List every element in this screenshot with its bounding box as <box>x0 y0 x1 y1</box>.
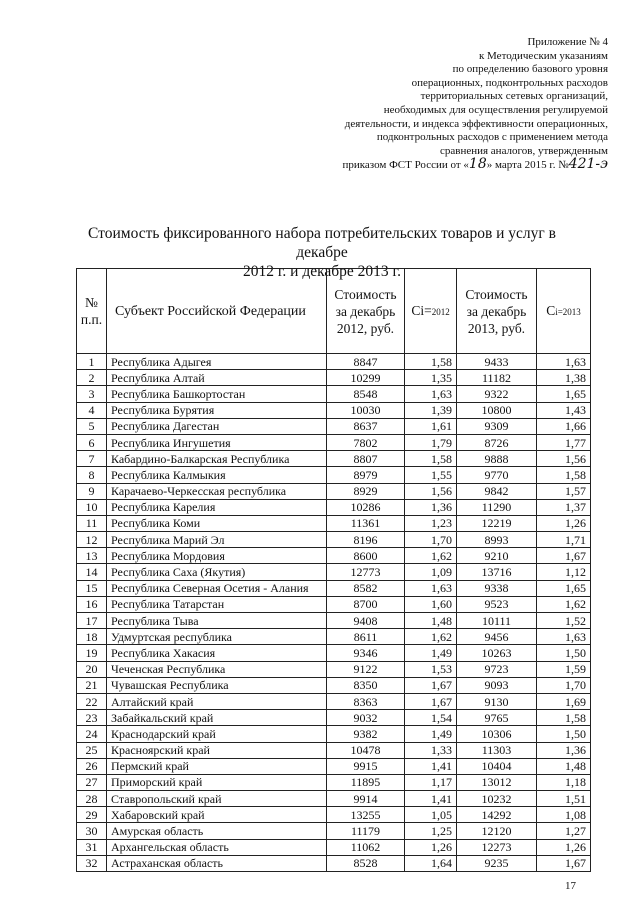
table-row <box>77 791 591 807</box>
row-subject: Удмуртская республика <box>107 629 327 645</box>
row-subject: Кабардино-Балкарская Республика <box>107 451 327 467</box>
row-number: 13 <box>77 548 107 564</box>
row-cost-2013: 9210 <box>457 548 537 564</box>
row-cost-2012: 7802 <box>327 434 405 450</box>
row-cost-2012: 11179 <box>327 823 405 839</box>
row-coef-2013: 1,67 <box>537 855 591 871</box>
row-coef-2013: 1,50 <box>537 726 591 742</box>
table-row <box>77 742 591 758</box>
row-number: 10 <box>77 499 107 515</box>
row-coef-2012: 1,48 <box>405 613 457 629</box>
table-row <box>77 855 591 871</box>
row-subject: Республика Бурятия <box>107 402 327 418</box>
row-number: 14 <box>77 564 107 580</box>
row-cost-2012: 8637 <box>327 418 405 434</box>
row-cost-2012: 8196 <box>327 532 405 548</box>
header-coef-2013 <box>537 269 591 354</box>
row-cost-2013: 10111 <box>457 613 537 629</box>
row-number: 6 <box>77 434 107 450</box>
table-row <box>77 483 591 499</box>
table-row <box>77 661 591 677</box>
row-cost-2012: 10478 <box>327 742 405 758</box>
row-cost-2012: 8611 <box>327 629 405 645</box>
row-cost-2013: 11290 <box>457 499 537 515</box>
row-subject: Республика Хакасия <box>107 645 327 661</box>
row-coef-2012: 1,23 <box>405 515 457 531</box>
row-number: 8 <box>77 467 107 483</box>
annex-line-4: операционных, подконтрольных расходов <box>411 76 608 89</box>
table-row <box>77 370 591 386</box>
row-coef-2012: 1,17 <box>405 774 457 790</box>
row-coef-2012: 1,62 <box>405 629 457 645</box>
row-coef-2013: 1,37 <box>537 499 591 515</box>
row-cost-2013: 9723 <box>457 661 537 677</box>
header-coef-2012 <box>405 269 457 354</box>
row-number: 28 <box>77 791 107 807</box>
row-subject: Краснодарский край <box>107 726 327 742</box>
row-number: 20 <box>77 661 107 677</box>
row-cost-2013: 10263 <box>457 645 537 661</box>
order-prefix: приказом ФСТ России от « <box>342 159 469 172</box>
row-number: 12 <box>77 532 107 548</box>
row-cost-2012: 9032 <box>327 710 405 726</box>
row-coef-2012: 1,56 <box>405 483 457 499</box>
row-cost-2013: 12273 <box>457 839 537 855</box>
row-coef-2013: 1,62 <box>537 596 591 612</box>
row-coef-2013: 1,67 <box>537 548 591 564</box>
row-coef-2013: 1,58 <box>537 710 591 726</box>
row-cost-2013: 8726 <box>457 434 537 450</box>
header-coef-2013-sub: i=2013 <box>555 306 581 317</box>
row-cost-2013: 10232 <box>457 791 537 807</box>
row-coef-2013: 1,50 <box>537 645 591 661</box>
table-row <box>77 677 591 693</box>
row-number: 32 <box>77 855 107 871</box>
row-coef-2012: 1,63 <box>405 386 457 402</box>
header-coef-2012-main: Ci= <box>411 302 432 318</box>
row-cost-2013: 9842 <box>457 483 537 499</box>
row-cost-2013: 10306 <box>457 726 537 742</box>
row-subject: Чеченская Республика <box>107 661 327 677</box>
row-subject: Хабаровский край <box>107 807 327 823</box>
row-coef-2013: 1,65 <box>537 580 591 596</box>
row-cost-2012: 8847 <box>327 354 405 370</box>
row-subject: Республика Коми <box>107 515 327 531</box>
row-subject: Карачаево-Черкесская республика <box>107 483 327 499</box>
annex-line-7: деятельности, и индекса эффективности операционных, <box>344 117 608 130</box>
row-cost-2013: 9338 <box>457 580 537 596</box>
row-coef-2013: 1,26 <box>537 839 591 855</box>
row-cost-2012: 8548 <box>327 386 405 402</box>
row-coef-2012: 1,05 <box>405 807 457 823</box>
table-row <box>77 386 591 402</box>
table-row <box>77 774 591 790</box>
row-number: 26 <box>77 758 107 774</box>
header-subject: Субъект Российской Федерации <box>107 269 327 354</box>
header-num: № п.п. <box>77 269 107 354</box>
row-coef-2013: 1,66 <box>537 418 591 434</box>
row-number: 11 <box>77 515 107 531</box>
row-subject: Республика Тыва <box>107 613 327 629</box>
table-row <box>77 596 591 612</box>
row-subject: Забайкальский край <box>107 710 327 726</box>
table-row <box>77 402 591 418</box>
row-coef-2013: 1,26 <box>537 515 591 531</box>
row-number: 16 <box>77 596 107 612</box>
row-number: 27 <box>77 774 107 790</box>
row-number: 30 <box>77 823 107 839</box>
header-coef-2012-sub: 2012 <box>431 306 450 317</box>
table-row <box>77 564 591 580</box>
row-coef-2012: 1,61 <box>405 418 457 434</box>
row-cost-2012: 10286 <box>327 499 405 515</box>
row-coef-2012: 1,53 <box>405 661 457 677</box>
row-cost-2013: 9130 <box>457 693 537 709</box>
row-number: 25 <box>77 742 107 758</box>
table-row <box>77 499 591 515</box>
row-cost-2013: 11303 <box>457 742 537 758</box>
row-coef-2012: 1,67 <box>405 693 457 709</box>
row-number: 21 <box>77 677 107 693</box>
row-number: 23 <box>77 710 107 726</box>
row-coef-2012: 1,41 <box>405 758 457 774</box>
row-subject: Республика Адыгея <box>107 354 327 370</box>
table-row <box>77 434 591 450</box>
row-coef-2012: 1,62 <box>405 548 457 564</box>
row-cost-2012: 10030 <box>327 402 405 418</box>
title-line-2: 2012 г. и декабре 2013 г. <box>242 263 402 280</box>
row-coef-2012: 1,26 <box>405 839 457 855</box>
row-coef-2012: 1,39 <box>405 402 457 418</box>
row-coef-2013: 1,51 <box>537 791 591 807</box>
table-row <box>77 354 591 370</box>
row-cost-2012: 8929 <box>327 483 405 499</box>
row-cost-2012: 9408 <box>327 613 405 629</box>
row-coef-2013: 1,57 <box>537 483 591 499</box>
order-number: 421-э <box>568 156 608 173</box>
row-number: 1 <box>77 354 107 370</box>
row-coef-2013: 1,65 <box>537 386 591 402</box>
table-row <box>77 515 591 531</box>
table-row <box>77 629 591 645</box>
row-coef-2013: 1,18 <box>537 774 591 790</box>
row-coef-2012: 1,49 <box>405 645 457 661</box>
header-cost-2013: Стоимость за декабрь 2013, руб. <box>457 269 537 354</box>
row-cost-2012: 8700 <box>327 596 405 612</box>
row-coef-2012: 1,58 <box>405 354 457 370</box>
row-number: 29 <box>77 807 107 823</box>
row-coef-2012: 1,49 <box>405 726 457 742</box>
row-cost-2012: 8600 <box>327 548 405 564</box>
row-cost-2013: 9523 <box>457 596 537 612</box>
row-coef-2013: 1,56 <box>537 451 591 467</box>
row-cost-2013: 9770 <box>457 467 537 483</box>
row-cost-2013: 9309 <box>457 418 537 434</box>
row-cost-2013: 10800 <box>457 402 537 418</box>
row-number: 24 <box>77 726 107 742</box>
row-subject: Приморский край <box>107 774 327 790</box>
row-cost-2012: 8528 <box>327 855 405 871</box>
row-subject: Республика Мордовия <box>107 548 327 564</box>
row-cost-2013: 14292 <box>457 807 537 823</box>
row-coef-2012: 1,70 <box>405 532 457 548</box>
row-number: 7 <box>77 451 107 467</box>
row-subject: Республика Саха (Якутия) <box>107 564 327 580</box>
table-row <box>77 532 591 548</box>
row-number: 18 <box>77 629 107 645</box>
page-number: 17 <box>565 880 576 892</box>
row-cost-2013: 13716 <box>457 564 537 580</box>
row-cost-2013: 9765 <box>457 710 537 726</box>
order-reference <box>288 158 608 173</box>
row-cost-2012: 9382 <box>327 726 405 742</box>
row-cost-2013: 9888 <box>457 451 537 467</box>
row-coef-2013: 1,36 <box>537 742 591 758</box>
row-cost-2012: 11361 <box>327 515 405 531</box>
row-number: 5 <box>77 418 107 434</box>
row-cost-2012: 10299 <box>327 370 405 386</box>
table-body <box>77 354 591 872</box>
row-subject: Республика Алтай <box>107 370 327 386</box>
row-number: 3 <box>77 386 107 402</box>
row-cost-2012: 9915 <box>327 758 405 774</box>
row-coef-2013: 1,77 <box>537 434 591 450</box>
row-number: 4 <box>77 402 107 418</box>
row-number: 19 <box>77 645 107 661</box>
row-number: 2 <box>77 370 107 386</box>
table-row <box>77 823 591 839</box>
row-subject: Чувашская Республика <box>107 677 327 693</box>
row-subject: Республика Дагестан <box>107 418 327 434</box>
row-cost-2012: 12773 <box>327 564 405 580</box>
row-subject: Республика Татарстан <box>107 596 327 612</box>
row-cost-2012: 8807 <box>327 451 405 467</box>
row-coef-2012: 1,09 <box>405 564 457 580</box>
row-coef-2013: 1,69 <box>537 693 591 709</box>
row-coef-2013: 1,48 <box>537 758 591 774</box>
row-cost-2013: 9093 <box>457 677 537 693</box>
table-row <box>77 758 591 774</box>
row-cost-2013: 10404 <box>457 758 537 774</box>
table-row <box>77 645 591 661</box>
row-cost-2012: 8979 <box>327 467 405 483</box>
table-row <box>77 418 591 434</box>
row-coef-2012: 1,35 <box>405 370 457 386</box>
row-cost-2012: 8582 <box>327 580 405 596</box>
row-number: 15 <box>77 580 107 596</box>
row-coef-2013: 1,71 <box>537 532 591 548</box>
table-header-row <box>77 269 591 354</box>
row-cost-2013: 9433 <box>457 354 537 370</box>
row-coef-2012: 1,79 <box>405 434 457 450</box>
row-coef-2013: 1,38 <box>537 370 591 386</box>
row-subject: Архангельская область <box>107 839 327 855</box>
row-subject: Республика Ингушетия <box>107 434 327 450</box>
row-coef-2013: 1,59 <box>537 661 591 677</box>
row-cost-2012: 11062 <box>327 839 405 855</box>
row-subject: Красноярский край <box>107 742 327 758</box>
row-coef-2012: 1,67 <box>405 677 457 693</box>
table-row <box>77 807 591 823</box>
row-coef-2013: 1,58 <box>537 467 591 483</box>
row-cost-2013: 11182 <box>457 370 537 386</box>
row-coef-2012: 1,54 <box>405 710 457 726</box>
annex-line-3: по определению базового уровня <box>452 63 608 76</box>
row-cost-2012: 8350 <box>327 677 405 693</box>
row-coef-2013: 1,08 <box>537 807 591 823</box>
row-coef-2013: 1,70 <box>537 677 591 693</box>
annex-line-1: Приложение № 4 <box>527 36 608 48</box>
row-subject: Республика Марий Эл <box>107 532 327 548</box>
row-cost-2012: 11895 <box>327 774 405 790</box>
annex-line-9: сравнения аналогов, утвержденным <box>439 144 608 157</box>
annex-line-8: подконтрольных расходов с применением метода <box>376 131 608 144</box>
row-subject: Республика Башкортостан <box>107 386 327 402</box>
row-coef-2012: 1,25 <box>405 823 457 839</box>
row-number: 17 <box>77 613 107 629</box>
row-subject: Амурская область <box>107 823 327 839</box>
row-cost-2013: 8993 <box>457 532 537 548</box>
annex-header <box>288 36 608 173</box>
row-cost-2012: 9346 <box>327 645 405 661</box>
header-cost-2012: Стоимость за декабрь 2012, руб. <box>327 269 405 354</box>
row-cost-2012: 9914 <box>327 791 405 807</box>
order-day: 18 <box>468 156 487 173</box>
row-cost-2013: 9322 <box>457 386 537 402</box>
row-coef-2012: 1,41 <box>405 791 457 807</box>
row-subject: Республика Карелия <box>107 499 327 515</box>
table-row <box>77 726 591 742</box>
row-cost-2013: 9235 <box>457 855 537 871</box>
row-coef-2013: 1,43 <box>537 402 591 418</box>
row-subject: Республика Северная Осетия - Алания <box>107 580 327 596</box>
row-coef-2012: 1,36 <box>405 499 457 515</box>
row-coef-2012: 1,64 <box>405 855 457 871</box>
order-mid: » марта 2015 г. № <box>486 159 569 172</box>
table-row <box>77 548 591 564</box>
table-row <box>77 467 591 483</box>
row-coef-2013: 1,63 <box>537 629 591 645</box>
row-coef-2012: 1,58 <box>405 451 457 467</box>
row-subject: Астраханская область <box>107 855 327 871</box>
row-coef-2012: 1,55 <box>405 467 457 483</box>
row-coef-2013: 1,12 <box>537 564 591 580</box>
row-cost-2012: 9122 <box>327 661 405 677</box>
row-coef-2013: 1,63 <box>537 354 591 370</box>
title-line-1: Стоимость фиксированного набора потребительских товаров и услуг в декабре <box>88 225 556 261</box>
row-coef-2013: 1,52 <box>537 613 591 629</box>
row-coef-2012: 1,60 <box>405 596 457 612</box>
annex-line-6: необходимых для осуществления регулируемой <box>383 103 608 116</box>
row-coef-2013: 1,27 <box>537 823 591 839</box>
row-cost-2012: 13255 <box>327 807 405 823</box>
annex-line-2: к Методическим указаниям <box>478 49 608 62</box>
row-coef-2012: 1,63 <box>405 580 457 596</box>
row-subject: Пермский край <box>107 758 327 774</box>
table-row <box>77 580 591 596</box>
row-cost-2013: 9456 <box>457 629 537 645</box>
cost-table <box>76 268 591 872</box>
table-row <box>77 451 591 467</box>
row-number: 9 <box>77 483 107 499</box>
row-subject: Республика Калмыкия <box>107 467 327 483</box>
annex-line-5: территориальных сетевых организаций, <box>420 90 608 103</box>
table-row <box>77 710 591 726</box>
table-row <box>77 839 591 855</box>
row-subject: Алтайский край <box>107 693 327 709</box>
row-cost-2013: 12120 <box>457 823 537 839</box>
table-row <box>77 613 591 629</box>
header-coef-2013-main: C <box>546 302 556 318</box>
row-number: 31 <box>77 839 107 855</box>
row-subject: Ставропольский край <box>107 791 327 807</box>
row-coef-2012: 1,33 <box>405 742 457 758</box>
row-cost-2013: 13012 <box>457 774 537 790</box>
table-row <box>77 693 591 709</box>
row-number: 22 <box>77 693 107 709</box>
row-cost-2012: 8363 <box>327 693 405 709</box>
row-cost-2013: 12219 <box>457 515 537 531</box>
